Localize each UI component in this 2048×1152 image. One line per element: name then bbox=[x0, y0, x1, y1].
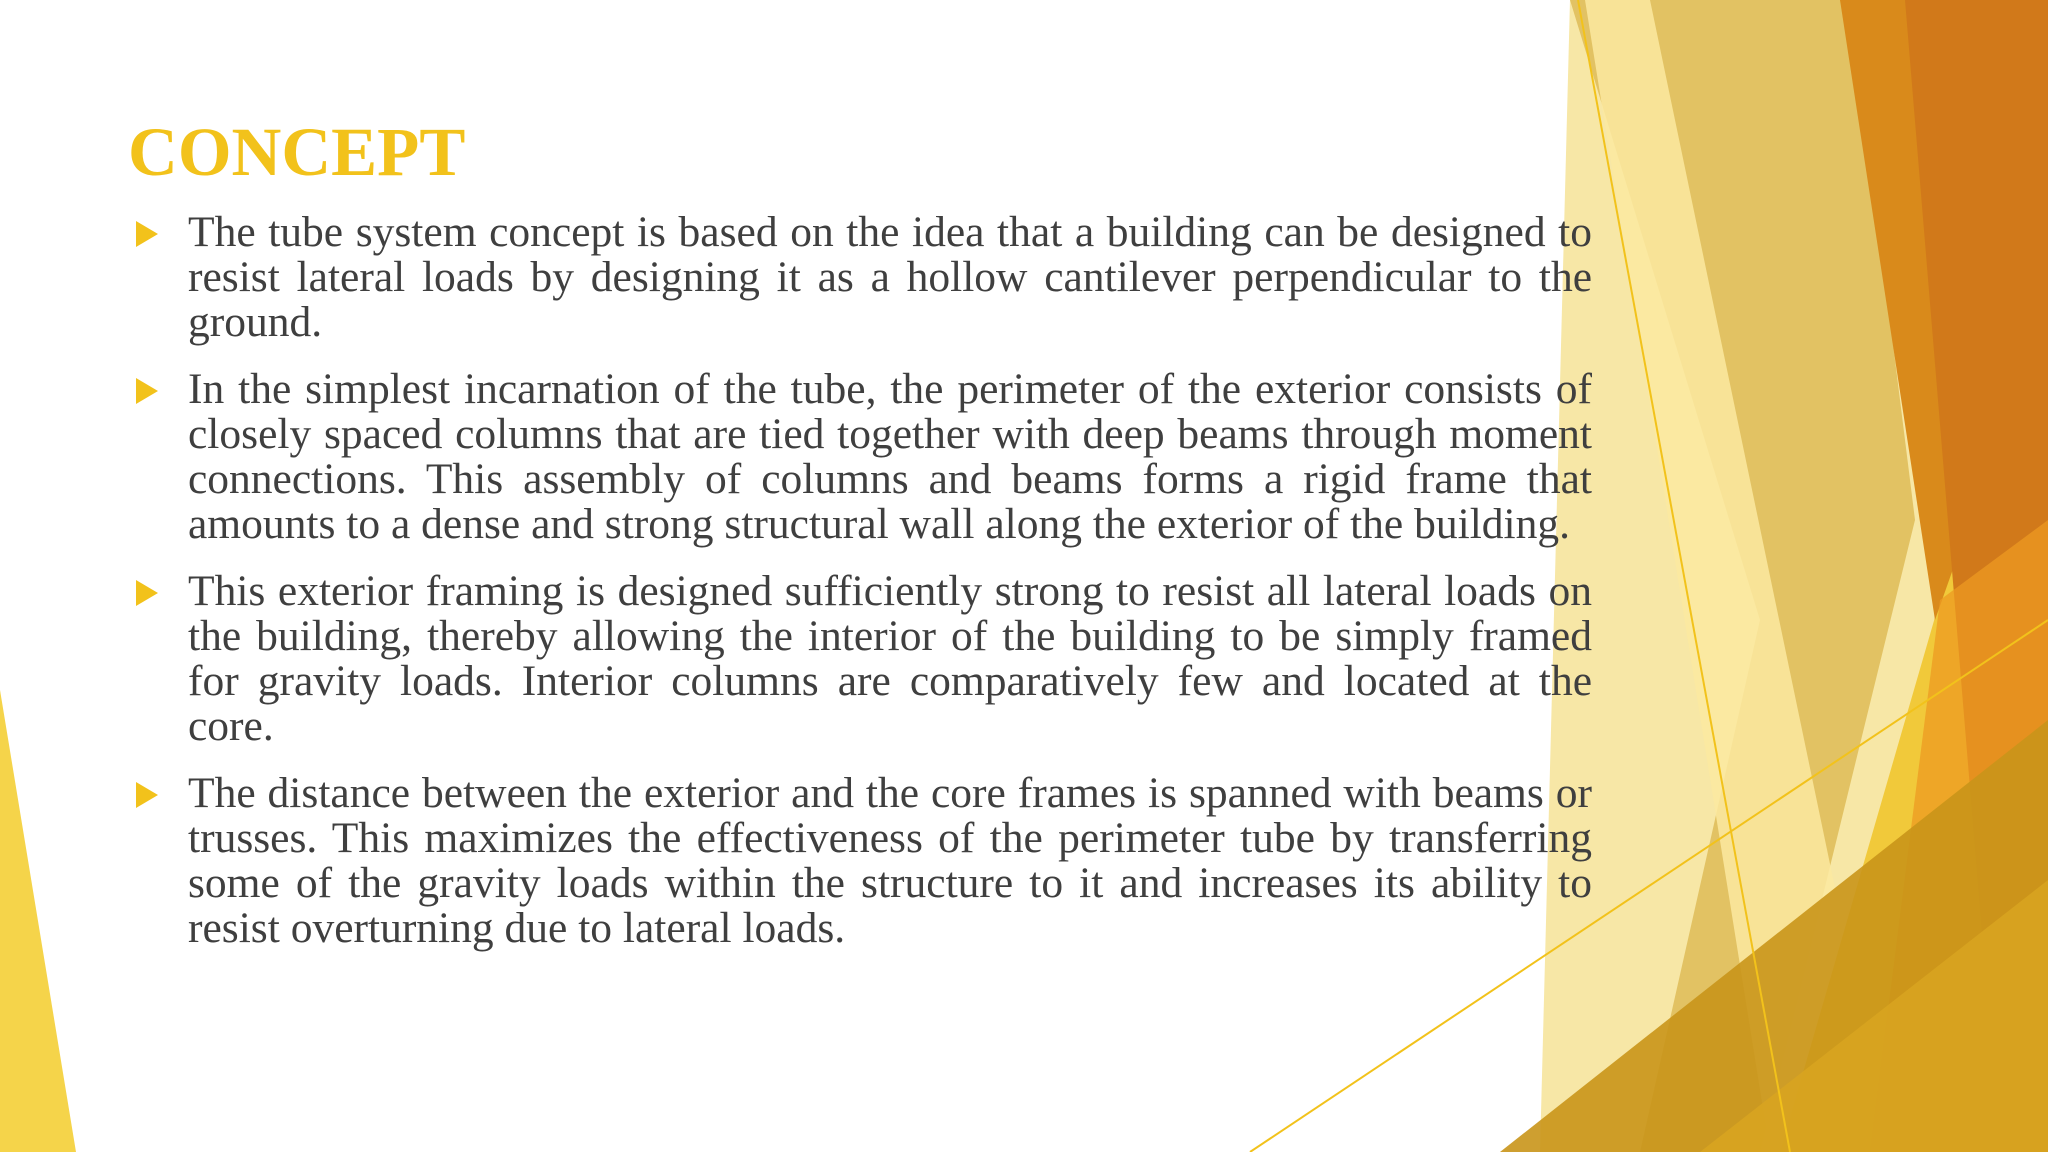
bullet-item bbox=[132, 771, 1592, 951]
triangle-right-icon bbox=[136, 221, 158, 247]
bullet-item bbox=[132, 367, 1592, 547]
bullet-item bbox=[132, 569, 1592, 749]
left-accent-shape bbox=[0, 690, 76, 1152]
bullet-text: This exterior framing is designed sufficiently strong to resist all lateral loads on the building, thereby allowing the interior of the building to be simply framed for gravity loads. Interior columns are comparatively few and located at the core. bbox=[188, 567, 1592, 750]
bullet-text: The tube system concept is based on the idea that a building can be designed to resist lateral loads by designing it as a hollow cantilever perpendicular to the ground. bbox=[188, 208, 1592, 346]
slide-title: CONCEPT bbox=[128, 114, 466, 190]
bullet-item bbox=[132, 210, 1592, 345]
triangle-right-icon bbox=[136, 580, 158, 606]
bullet-list bbox=[132, 210, 1592, 973]
triangle-right-icon bbox=[136, 782, 158, 808]
bullet-text: In the simplest incarnation of the tube, the perimeter of the exterior consists of closely spaced columns that are tied together with deep beams through moment connections. This assembly of columns and beams forms a rigid frame that amounts to a dense and strong structural wall along the exterior of the building. bbox=[188, 365, 1592, 548]
triangle-right-icon bbox=[136, 378, 158, 404]
bullet-text: The distance between the exterior and the core frames is spanned with beams or trusses. This maximizes the effectiveness of the perimeter tube by transferring some of the gravity loads within the structure to it and increases its ability to resist overturning due to lateral loads. bbox=[188, 769, 1592, 952]
